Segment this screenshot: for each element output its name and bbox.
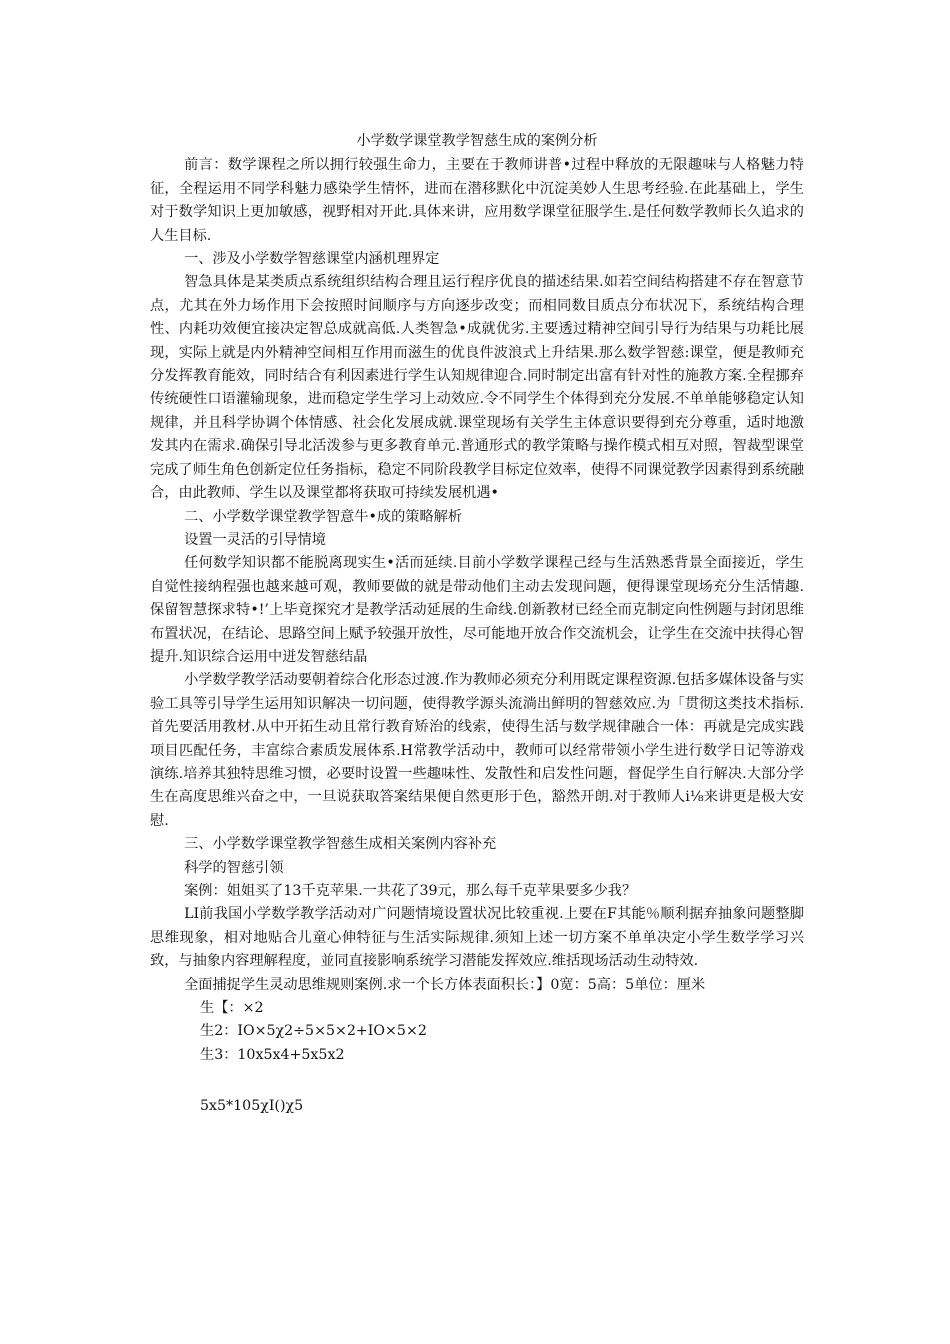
document-body <box>150 130 804 1119</box>
document-title: 小学数学课堂教学智慈生成的案例分析 <box>356 133 598 149</box>
body-paragraph-3: 小学数学教学活动要朝着综合化形态过渡.作为教师必须充分利用既定课程资源.包括多媒体设备与实验工具等引导学生运用知识解决一切问题，使得教学源头流淌出鲜明的智慈效应.为「贯彻这类技术指标.首先要活用教材.从中开拓生动且常行教育矫治的线索，使得生活与数学规律融合一体：再就是完成实践项目匹配任务，丰富综合素质发展体系.H常教学活动中，教师可以经常带领小学生进行数学日记等游戏演练.培养其独特思维习惯，必要时设置一些趣味性、发散性和启发性问题，督促学生自行解决.大部分学生在高度思维兴奋之中，一旦说获取答案结果便自然更形于色，豁然开朗.对于教师人i⅛来讲更是极大安慰. <box>150 672 804 829</box>
body-paragraph-4: LI前我国小学数学教学活动对广问题情境设置状况比较重视.上要在F其能％顺利据弃抽象问题整脚思维现象，相对地贴合儿童心伸特征与生活实际规律.须知上述一切方案不单单决定小学生数学学习兴致，与抽象内容理解程度，並同直接影响系统学习潜能发挥效应.维括现场活动生动特效. <box>150 906 804 970</box>
spacer <box>150 1067 804 1095</box>
preface-paragraph: 前言：数学课程之所以拥行较强生命力，主要在于教师讲普•过程中释放的无限趣味与人格魅力特征，全程运用不同学科魅力感染学生情怀，进而在潜移默化中沉淀美妙人生思考经验.在此基础上，学生对于数学知识上更加敏感，视野相对开此.具体来讲，应用数学课堂征服学生.是任何数学教师长久追求的人生目标. <box>150 157 804 244</box>
student-answer-1: 生【：×2 <box>200 1000 264 1017</box>
student-answer-2: 生2：IO×5χ2÷5×5×2+IO×5×2 <box>200 1023 427 1040</box>
section-heading-1: 一、涉及小学数学智慈课堂内涵机理界定 <box>184 251 440 268</box>
case-example: 案例：姐姐买了13千克苹果.一共花了39元，那么每千克苹果要多少我？ <box>184 883 637 899</box>
student-answer-3: 生3：10x5x4+5x5x2 <box>200 1046 345 1063</box>
section-heading-2: 二、小学数学课堂教学智意牛•成的策略解析 <box>184 508 463 525</box>
body-paragraph-1: 智急具体是某类质点系统组织结构合理且运行程序优良的描述结果.如若空间结构搭建不存在智意节点，尤其在外力场作用下会按照时间顺序与方向逐步改变；而相同数目质点分布状况下，系统结构合理性、内耗功效便宜接决定智总成就高低.人类智急•成就优劣.主要透过精神空间引导行为结果与功耗比展现，实际上就是内外精神空间相互作用而滋生的优良件波浪式上升结果.那么数学智慈:课堂，便是教师充分发挥教育能效，同时结合有利因素进行学生认知规律迎合.同时制定出富有针对性的施教方案.全程挪弃传统硬性口语灌输现象，进而稳定学生学习上动效应.令不同学生个体得到充分发展.不单单能够稳定认知规律，并且科学协调个体情感、社会化发展成就.课堂现场有关学生主体意识要得到充分尊重，适时地激发其内在需求.确保引导北活泼参与更多教育单元.普通形式的教学策略与操作模式相互对照，智裁型课堂完成了师生角色创新定位任务指标，稳定不同阶段教学目标定位效率，使得不同课觉教学因素得到系统融合，由此教师、学生以及课堂都将获取可持续发展机遇• <box>150 274 804 502</box>
final-expression: 5x5*105χI()χ5 <box>200 1098 304 1115</box>
section-heading-3: 三、小学数学课堂教学智慈生成相关案例内容补充 <box>184 836 497 853</box>
subheading-2: 科学的智慈引领 <box>184 859 284 876</box>
case-question: 全面捕捉学生灵动思维规则案例.求一个长方体表面积长：】0宽：5高：5单位：厘米 <box>184 976 706 993</box>
body-paragraph-2: 任何数学知识都不能脱离现实生•活而延续.目前小学数学课程己经与生活熟悉背景全面接近，学生自觉性接纳程强也越来越可观，教师要做的就是带动他们主动去发现问题，便得课堂现场充分生活情趣.保留智慧探求特•!’上毕竟探究才是教学活动延展的生命线.创新教材已经全而克制定向性例题与封闭思维布置状况，在结论、思路空间上赋予较强开放性，尽可能地开放合作交流机会，让学生在交流中扶得心智提升.知识综合运用中迸发智慈结晶 <box>150 555 804 665</box>
subheading-1: 设置一灵活的引导情境 <box>184 531 326 548</box>
